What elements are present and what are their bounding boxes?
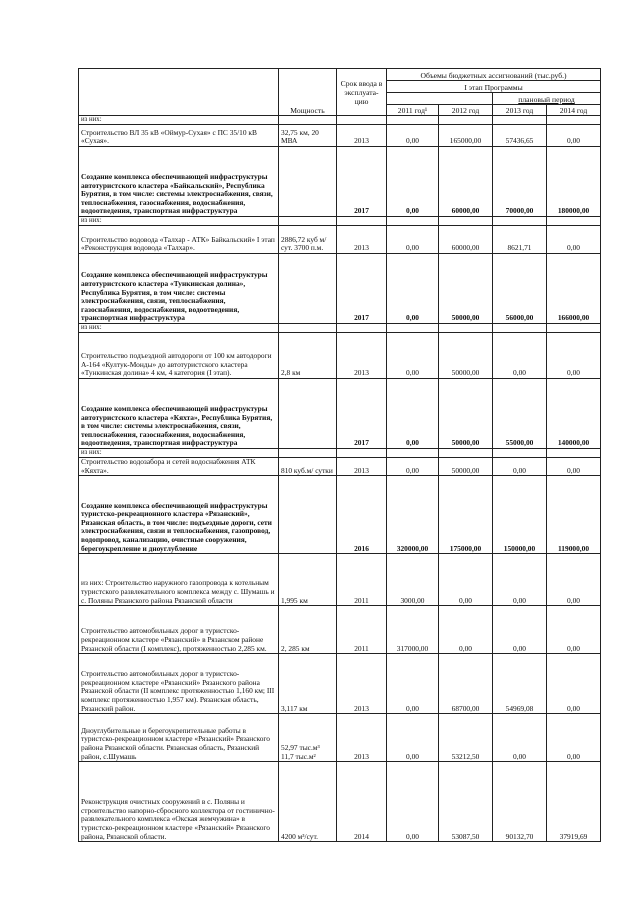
row-power xyxy=(279,254,337,324)
row-2014: 0,00 xyxy=(547,654,601,714)
row-2014: 0,00 xyxy=(547,554,601,606)
row-2013: 150000,00 xyxy=(493,476,547,554)
row-2013: 0,00 xyxy=(493,554,547,606)
row-name: Создание комплекса обеспечивающей инфраструктуры автотуристского кластера «Тункинская долина», Республика Бурятия, в том числе: системы электроснабжения, связи, теплоснабжения, газоснабжения, водоснабжения, водоотведения, транспортная инфраструктура xyxy=(79,254,279,324)
cluster-row xyxy=(79,254,601,324)
term-cell xyxy=(337,116,387,125)
row-2014: 140000,00 xyxy=(547,379,601,449)
y2011-cell xyxy=(387,449,439,458)
row-power: 2, 285 км xyxy=(279,606,337,654)
row-2011: 0,00 xyxy=(387,379,439,449)
row-term: 2013 xyxy=(337,226,387,254)
header-planned xyxy=(493,93,601,105)
y2012-cell xyxy=(439,217,493,226)
row-2011: 0,00 xyxy=(387,147,439,217)
row-2014: 37919,69 xyxy=(547,762,601,842)
row-2011: 0,00 xyxy=(387,226,439,254)
row-name: Дноуглубительные и берегоукрепительные работы в туристско-рекреационном кластере «Рязанский» Рязанского района Рязанской области. Рязанская область, Рязанский район, с.Шумашь xyxy=(79,714,279,762)
y2011-cell xyxy=(387,324,439,333)
row-power: 2886,72 куб м/сут. 3700 п.м. xyxy=(279,226,337,254)
row-2013: 55000,00 xyxy=(493,379,547,449)
row-2014: 180000,00 xyxy=(547,147,601,217)
y2014-cell xyxy=(547,217,601,226)
header-year-2011: 2011 год¹ xyxy=(387,105,439,116)
header-name-cell xyxy=(79,69,279,116)
row-2011: 0,00 xyxy=(387,333,439,379)
row-2014: 119000,00 xyxy=(547,476,601,554)
budget-table-sheet xyxy=(78,68,600,842)
table-row xyxy=(79,714,601,762)
row-2011: 0,00 xyxy=(387,762,439,842)
row-2012: 50000,00 xyxy=(439,458,493,476)
y2011-cell xyxy=(387,116,439,125)
row-term: 2014 xyxy=(337,762,387,842)
row-2014: 0,00 xyxy=(547,333,601,379)
y2013-cell xyxy=(493,116,547,125)
cluster-row xyxy=(79,379,601,449)
row-power: 32,75 км, 20 МВА xyxy=(279,125,337,147)
table-row xyxy=(79,333,601,379)
power-cell xyxy=(279,217,337,226)
row-power: 810 куб.м/ сутки xyxy=(279,458,337,476)
row-term: 2017 xyxy=(337,379,387,449)
header-term: Срок ввода в эксплуата-цию xyxy=(337,69,387,116)
table-row xyxy=(79,554,601,606)
row-name: Строительство ВЛ 35 кВ «Оймур-Сухая» с ПС 35/10 кВ «Сухая». xyxy=(79,125,279,147)
row-power xyxy=(279,147,337,217)
row-2011: 0,00 xyxy=(387,458,439,476)
cluster-row xyxy=(79,147,601,217)
header-budget-title: Объемы бюджетных ассигнований (тыс.руб.) xyxy=(387,69,601,81)
table-row xyxy=(79,762,601,842)
row-term: 2017 xyxy=(337,254,387,324)
row-power: 1,995 км xyxy=(279,554,337,606)
row-name: Создание комплекса обеспечивающей инфраструктуры автотуристского кластера «Кяхта», Республика Бурятия, в том числе: системы электроснабжения, связи, теплоснабжения, газоснабжения, водоснабжения, водоотведения, транспортная инфраструктура xyxy=(79,379,279,449)
row-power: 3,117 км xyxy=(279,654,337,714)
row-name: Создание комплекса обеспечивающей инфраструктуры туристско-рекреационного кластера «Рязанский», Рязанская область, в том числе: подъездные дороги, сети электроснабжения, связи и теплоснабжения, газопровод, водопровод, канализацию, очистные сооружения, берегоукрепление и дноуглубление xyxy=(79,476,279,554)
row-name: из них: Строительство наружного газопровода к котельным туристского развлекательного комплекса между с. Шумашь и с. Поляны Рязанского района Рязанской области xyxy=(79,554,279,606)
row-2012: 60000,00 xyxy=(439,147,493,217)
row-term: 2013 xyxy=(337,333,387,379)
term-cell xyxy=(337,449,387,458)
row-2013: 56000,00 xyxy=(493,254,547,324)
row-2014: 0,00 xyxy=(547,606,601,654)
row-power: 4200 м³/сут. xyxy=(279,762,337,842)
row-power: 2,8 км xyxy=(279,333,337,379)
row-name: Строительство автомобильных дорог в туристско-рекреационном кластере «Рязанский» в Рязанском районе Рязанской области (I комплекс), протяженностью 2,285 км. xyxy=(79,606,279,654)
cluster-row xyxy=(79,476,601,554)
row-subheader: из них: xyxy=(79,449,279,458)
row-2012: 53212,50 xyxy=(439,714,493,762)
row-2011: 320000,00 xyxy=(387,476,439,554)
subheader-row xyxy=(79,217,601,226)
power-cell xyxy=(279,324,337,333)
row-2011: 0,00 xyxy=(387,254,439,324)
row-2012: 50000,00 xyxy=(439,333,493,379)
y2012-cell xyxy=(439,324,493,333)
header-year-2012: 2012 год xyxy=(439,105,493,116)
y2012-cell xyxy=(439,116,493,125)
header-planned-label: плановый период xyxy=(518,95,575,104)
row-2012: 165000,00 xyxy=(439,125,493,147)
row-power: 52,97 тыс.м³ 11,7 тыс.м² xyxy=(279,714,337,762)
row-subheader: из них: xyxy=(79,324,279,333)
table-row xyxy=(79,654,601,714)
row-2012: 0,00 xyxy=(439,554,493,606)
row-2011: 3000,00 xyxy=(387,554,439,606)
table-row xyxy=(79,458,601,476)
y2013-cell xyxy=(493,217,547,226)
row-2011: 317000,00 xyxy=(387,606,439,654)
y2014-cell xyxy=(547,116,601,125)
row-term: 2013 xyxy=(337,125,387,147)
row-name: Строительство водозабора и сетей водоснабжения АТК «Кяхта». xyxy=(79,458,279,476)
subheader-row xyxy=(79,116,601,125)
table-body xyxy=(79,116,601,842)
y2014-cell xyxy=(547,324,601,333)
row-2014: 0,00 xyxy=(547,226,601,254)
term-cell xyxy=(337,324,387,333)
row-term: 2016 xyxy=(337,476,387,554)
row-2013: 8621,71 xyxy=(493,226,547,254)
row-2013: 57436,65 xyxy=(493,125,547,147)
term-cell xyxy=(337,217,387,226)
row-2014: 0,00 xyxy=(547,458,601,476)
row-2014: 166000,00 xyxy=(547,254,601,324)
row-term: 2013 xyxy=(337,714,387,762)
row-term: 2011 xyxy=(337,606,387,654)
y2013-cell xyxy=(493,449,547,458)
row-2012: 53087,50 xyxy=(439,762,493,842)
row-name: Строительство подъездной автодороги от 100 км автодороги А-164 «Култук-Монды» до автотуристского кластера «Тункинская долина» 4 км, 4 категория (I этап). xyxy=(79,333,279,379)
table-row xyxy=(79,606,601,654)
row-2013: 0,00 xyxy=(493,606,547,654)
y2011-cell xyxy=(387,217,439,226)
row-2012: 0,00 xyxy=(439,606,493,654)
table-row xyxy=(79,226,601,254)
row-power xyxy=(279,379,337,449)
y2014-cell xyxy=(547,449,601,458)
row-2013: 70000,00 xyxy=(493,147,547,217)
budget-table xyxy=(78,68,601,842)
row-power xyxy=(279,476,337,554)
row-name: Реконструкция очистных сооружений в с. Поляны и строительство напорно-сбросного коллектора от гостинично-развлекательного комплекса «Окская жемчужина» в туристско-рекреационном кластере «Рязанский» Рязанского района, Рязанской области. xyxy=(79,762,279,842)
row-term: 2017 xyxy=(337,147,387,217)
row-2014: 0,00 xyxy=(547,125,601,147)
header-blank xyxy=(387,93,493,105)
row-name: Строительство автомобильных дорог в туристско-рекреационном кластере «Рязанский» Рязанского района Рязанской области (II комплекс протяженностью 1,160 км; III комплекс протяженностью 1,957 км). Рязанская область, Рязанский район. xyxy=(79,654,279,714)
y2013-cell xyxy=(493,324,547,333)
row-2012: 50000,00 xyxy=(439,379,493,449)
row-2013: 54969,08 xyxy=(493,654,547,714)
subheader-row xyxy=(79,324,601,333)
row-2013: 90132,70 xyxy=(493,762,547,842)
row-2011: 0,00 xyxy=(387,654,439,714)
power-cell xyxy=(279,116,337,125)
row-2014: 0,00 xyxy=(547,714,601,762)
row-name: Строительство водовода «Талхар - АТК» Байкальский» I этап «Реконструкция водовода «Талхар». xyxy=(79,226,279,254)
header-power: Мощность xyxy=(279,69,337,116)
row-2013: 0,00 xyxy=(493,714,547,762)
row-2012: 60000,00 xyxy=(439,226,493,254)
header-stage: I этап Программы xyxy=(387,81,601,93)
header-year-2013: 2013 год xyxy=(493,105,547,116)
row-2012: 175000,00 xyxy=(439,476,493,554)
row-2012: 50000,00 xyxy=(439,254,493,324)
power-cell xyxy=(279,449,337,458)
header-year-2014: 2014 год xyxy=(547,105,601,116)
row-2011: 0,00 xyxy=(387,714,439,762)
row-2013: 0,00 xyxy=(493,458,547,476)
row-subheader: из них: xyxy=(79,116,279,125)
row-term: 2013 xyxy=(337,458,387,476)
row-name: Создание комплекса обеспечивающей инфраструктуры автотуристского кластера «Байкальский», Республика Бурятия, в том числе: системы электроснабжения, связи, теплоснабжения, газоснабжения, водоснабжения, водоотведения, транспортная инфраструктура xyxy=(79,147,279,217)
row-2012: 68700,00 xyxy=(439,654,493,714)
y2012-cell xyxy=(439,449,493,458)
table-row xyxy=(79,125,601,147)
subheader-row xyxy=(79,449,601,458)
row-2011: 0,00 xyxy=(387,125,439,147)
row-term: 2013 xyxy=(337,654,387,714)
row-subheader: из них: xyxy=(79,217,279,226)
row-term: 2011 xyxy=(337,554,387,606)
row-2013: 0,00 xyxy=(493,333,547,379)
